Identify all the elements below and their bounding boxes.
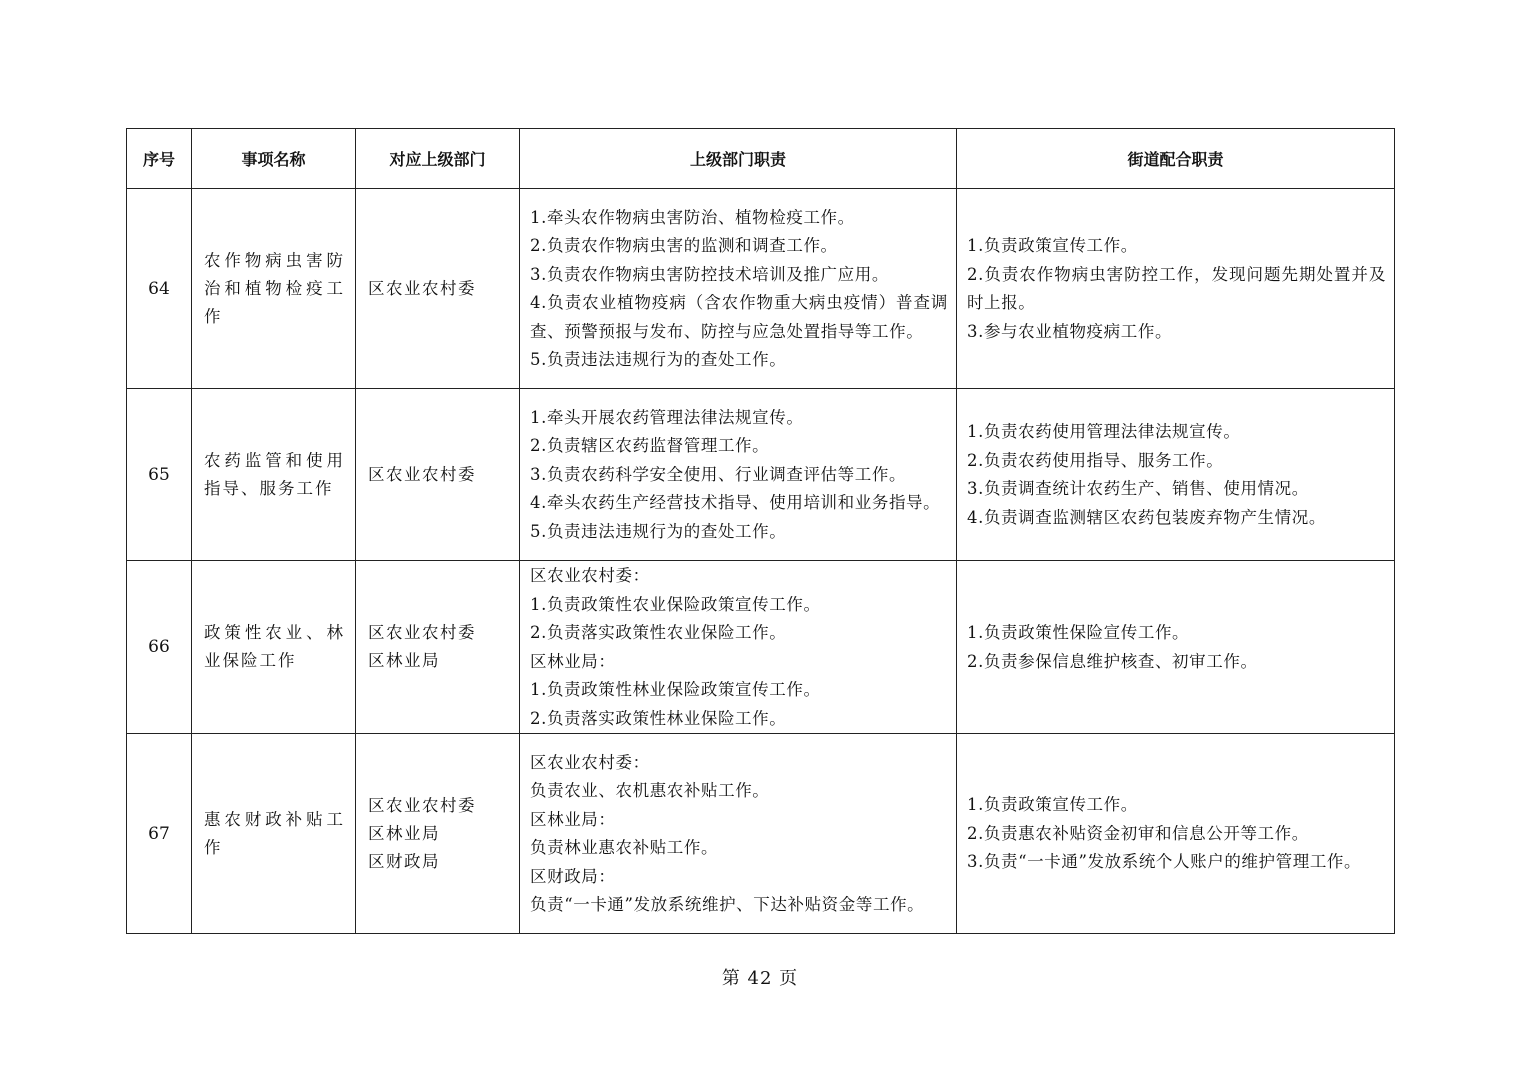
- duty-line: 区林业局：: [530, 809, 616, 829]
- duty-line: 区财政局：: [530, 866, 616, 886]
- row-upper-duties: [520, 561, 957, 734]
- row-serial-number: 64: [127, 189, 192, 389]
- duty-line: 负责林业惠农补贴工作。: [530, 838, 719, 857]
- row-departments: [356, 389, 520, 561]
- duty-line: 2.负责落实政策性林业保险工作。: [530, 708, 787, 728]
- duty-line: 1.负责政策性林业保险政策宣传工作。: [530, 680, 821, 699]
- duty-line: 2.负责农作物病虫害的监测和调查工作。: [530, 236, 838, 255]
- department-name: 区财政局: [368, 851, 440, 871]
- table-row: [127, 189, 1395, 389]
- duty-line: 1.牵头开展农药管理法律法规宣传。: [530, 407, 804, 427]
- duty-line: 2.负责辖区农药监督管理工作。: [530, 436, 770, 456]
- page-number: 第 42 页: [721, 968, 799, 989]
- row-street-duties: [957, 189, 1395, 389]
- duty-line: 1.牵头农作物病虫害防治、植物检疫工作。: [530, 207, 855, 227]
- header-upper-department: 对应上级部门: [356, 129, 520, 189]
- duty-line: 2.负责农药使用指导、服务工作。: [967, 450, 1224, 470]
- row-departments: [356, 734, 520, 934]
- row-street-duties: [957, 389, 1395, 561]
- duty-line: 1.负责政策宣传工作。: [967, 236, 1138, 255]
- duty-line: 4.负责农业植物疫病（含农作物重大病虫疫情）普查调查、预警预报与发布、防控与应急处置指导等工作。: [530, 293, 948, 341]
- table-row: [127, 561, 1395, 734]
- row-item-name: 农药监管和使用指导、服务工作: [192, 389, 356, 561]
- department-name: 区农业农村委: [368, 278, 476, 298]
- duty-line: 区农业农村委：: [530, 566, 650, 585]
- duty-line: 1.负责政策性保险宣传工作。: [967, 623, 1190, 642]
- department-name: 区农业农村委: [368, 464, 476, 484]
- row-item-name: 农作物病虫害防治和植物检疫工作: [192, 189, 356, 389]
- header-item-name: 事项名称: [192, 129, 356, 189]
- row-upper-duties: [520, 189, 957, 389]
- department-name: 区林业局: [368, 651, 440, 670]
- duty-line: 2.负责参保信息维护核查、初审工作。: [967, 651, 1258, 671]
- department-name: 区林业局: [368, 823, 440, 843]
- duty-line: 3.负责“一卡通”发放系统个人账户的维护管理工作。: [967, 852, 1362, 872]
- table-row: [127, 734, 1395, 934]
- header-upper-duties: 上级部门职责: [520, 129, 957, 189]
- row-street-duties: [957, 561, 1395, 734]
- duty-line: 1.负责政策宣传工作。: [967, 795, 1138, 815]
- header-serial-number: 序号: [127, 129, 192, 189]
- duty-line: 5.负责违法违规行为的查处工作。: [530, 350, 787, 369]
- row-departments: [356, 189, 520, 389]
- duty-line: 区农业农村委：: [530, 752, 650, 772]
- duty-line: 1.负责政策性农业保险政策宣传工作。: [530, 594, 821, 614]
- responsibility-table: [126, 128, 1395, 934]
- duty-line: 负责农业、农机惠农补贴工作。: [530, 781, 770, 800]
- row-serial-number: 65: [127, 389, 192, 561]
- duty-line: 3.负责调查统计农药生产、销售、使用情况。: [967, 479, 1309, 498]
- department-name: 区农业农村委: [368, 795, 476, 815]
- table-header-row: [127, 129, 1395, 189]
- duty-line: 3.负责农作物病虫害防控技术培训及推广应用。: [530, 264, 889, 284]
- row-departments: [356, 561, 520, 734]
- duty-line: 3.参与农业植物疫病工作。: [967, 321, 1173, 341]
- row-item-name: 惠农财政补贴工作: [192, 734, 356, 934]
- header-street-duties: 街道配合职责: [957, 129, 1395, 189]
- row-serial-number: 66: [127, 561, 192, 734]
- duty-line: 4.负责调查监测辖区农药包装废弃物产生情况。: [967, 507, 1326, 527]
- row-upper-duties: [520, 734, 957, 934]
- row-item-name: 政策性农业、林业保险工作: [192, 561, 356, 734]
- row-upper-duties: [520, 389, 957, 561]
- row-serial-number: 67: [127, 734, 192, 934]
- duty-line: 4.牵头农药生产经营技术指导、使用培训和业务指导。: [530, 493, 941, 513]
- duty-line: 2.负责农作物病虫害防控工作，发现问题先期处置并及时上报。: [967, 264, 1386, 312]
- duty-line: 负责“一卡通”发放系统维护、下达补贴资金等工作。: [530, 895, 925, 914]
- department-name: 区农业农村委: [368, 623, 476, 642]
- duty-line: 3.负责农药科学安全使用、行业调查评估等工作。: [530, 464, 907, 484]
- duty-line: 2.负责惠农补贴资金初审和信息公开等工作。: [967, 823, 1309, 843]
- duty-line: 5.负责违法违规行为的查处工作。: [530, 521, 787, 541]
- row-street-duties: [957, 734, 1395, 934]
- duty-line: 区林业局：: [530, 651, 616, 671]
- responsibility-table-container: [126, 128, 1394, 934]
- duty-line: 1.负责农药使用管理法律法规宣传。: [967, 422, 1241, 441]
- table-row: [127, 389, 1395, 561]
- duty-line: 2.负责落实政策性农业保险工作。: [530, 623, 787, 642]
